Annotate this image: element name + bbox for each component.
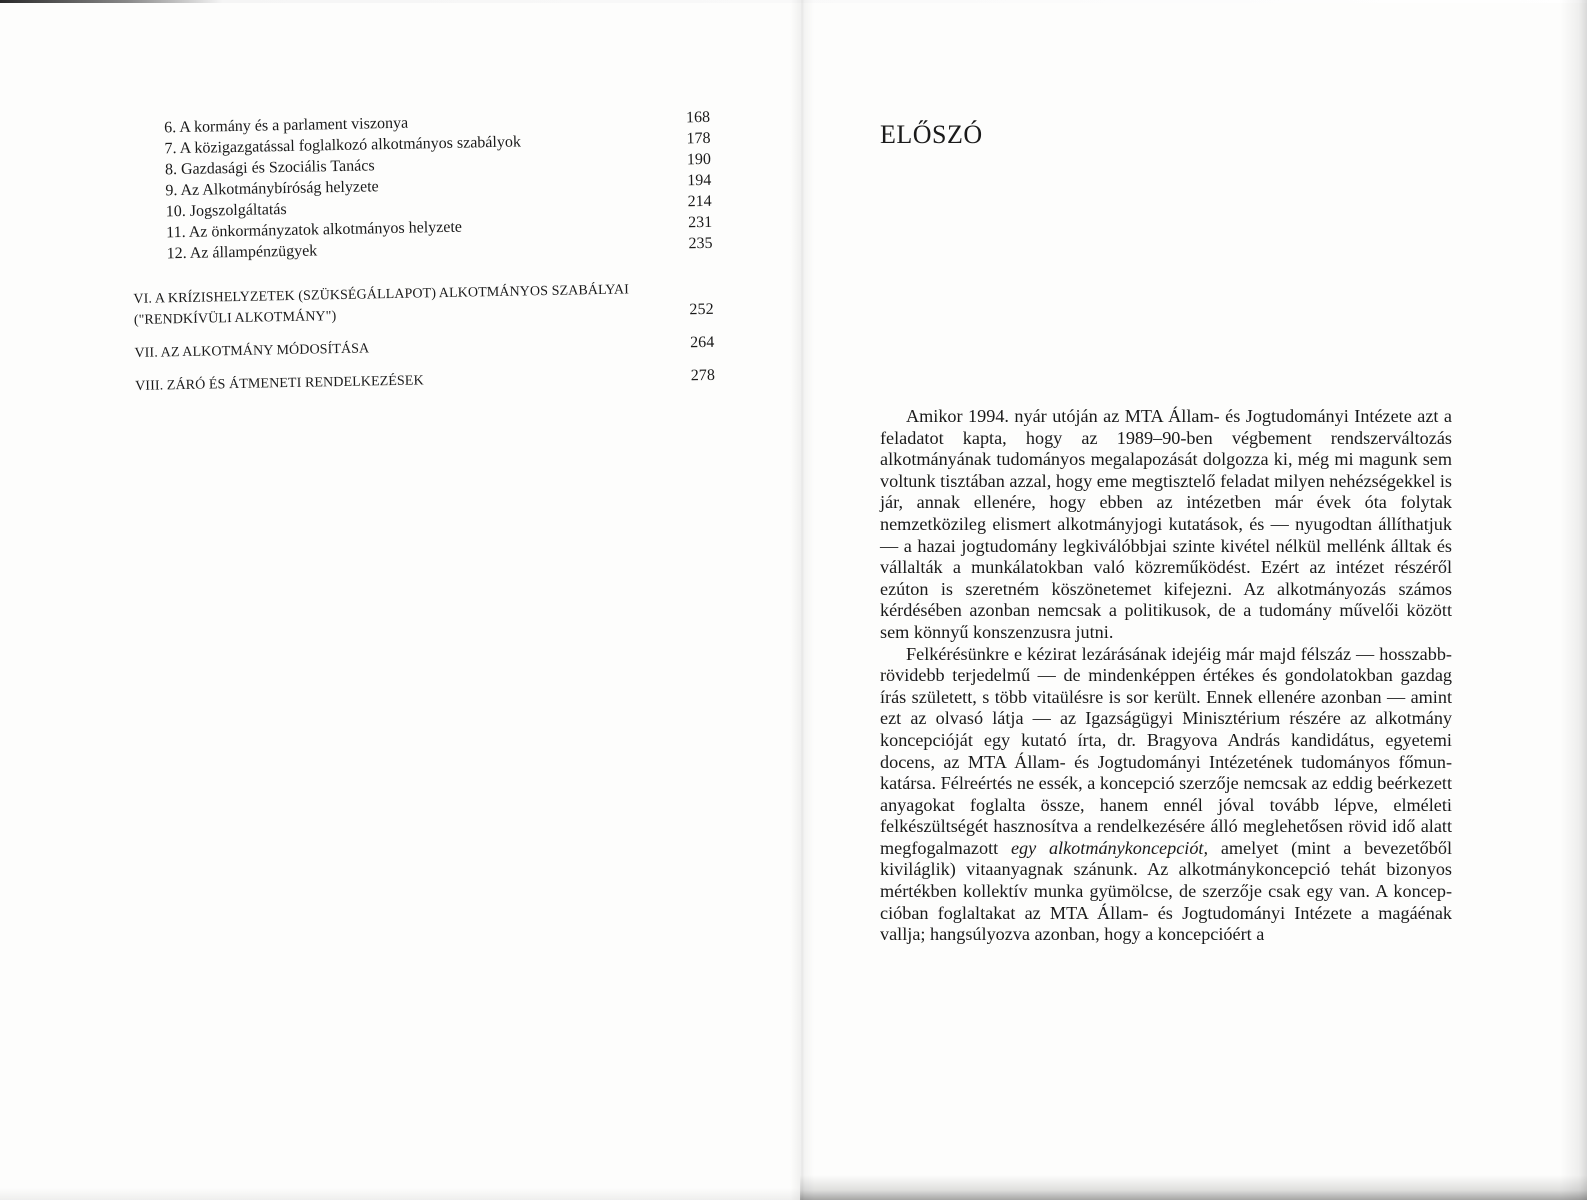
page-title: ELŐSZÓ xyxy=(880,120,983,149)
toc-chapter-label: VII. AZ ALKOTMÁNY MÓDOSÍTÁSA xyxy=(134,341,370,361)
toc-chapter xyxy=(135,365,715,397)
table-of-contents xyxy=(130,107,715,409)
toc-item-label: 7. A közigazgatással foglalkozó alkotmányos szabályok xyxy=(164,133,522,158)
paragraph: Amikor 1994. nyár utóján az MTA Állam- és Jogtudományi Intézete azt a feladatot kapta, hogy az 1989–90-ben végbement rendszerváltozás alkotmányának tudományos megalapozását dolgozza ki, még mi magunk sem voltunk tisztában azzal, hogy eme megtisztelő feladat milyen nehézségekkel is jár, annak ellenére, hogy ebben az intézetben már évek óta folytak nemzetközileg elismert alkotmányjogi kutatások, és — nyugodtan állíthatjuk — a hazai jogtudomány legkiválóbbjai szinte kivétel nélkül mellénk álltak és vállalták a munkálatokban való közreműködést. Ezért az intézet részéről ezúton is szeretném köszönetemet kifejezni. Az alkotmányozás számos kérdésében azonban nemcsak a politikusok, de a tudomány művelői között sem könnyű konszenzusra jutni. xyxy=(880,406,1452,642)
book-gutter xyxy=(790,0,814,1200)
page-right-edge xyxy=(1560,0,1587,1200)
paragraph xyxy=(880,644,1452,946)
toc-item-label: 8. Gazdasági és Szociális Tanács xyxy=(164,157,375,179)
foreword-body xyxy=(880,406,1452,946)
toc-chapter-page: 264 xyxy=(689,333,715,352)
paragraph-text: Felkérésünkre e kézirat lezárásának idejéig már majd félszáz — hosszabb-rövidebb terjedelmű — de mindenképpen értékes és gondolatokban gazdag írás született, s több vitaülésre is sor került. Ennek ellenére azonban — amint ezt az olvasó látja — az Igazságügyi Minisztérium részére az alkotmány koncepcióját egy kutató írta, dr. Bragyova András kandidátus, egyetemi docens, az MTA Állam- és Jogtudományi Intézetének tudományos főmunkatársa. Félreértés ne essék, a koncepció szerzője nemcsak az eddig beérkezett anyagokat foglalta össze, hanem ennél jóval tovább lépve, elméleti felkészültségét hasznosítva a rendelkezésére álló meglehetősen rövid idő alatt megfogalmazott xyxy=(880,643,1452,858)
page-bottom-shadow xyxy=(800,1175,1587,1200)
toc-item-label: 11. Az önkormányzatok alkotmányos helyzete xyxy=(166,218,463,242)
toc-chapter-label: VI. A KRÍZISHELYZETEK (SZÜKSÉGÁLLAPOT) ALKOTMÁNYOS SZABÁLYAI ("RENDKÍVÜLI ALKOTMÁNY") xyxy=(133,282,630,328)
toc-item-label: 10. Jogszolgáltatás xyxy=(165,201,287,221)
toc-item-page: 178 xyxy=(686,129,711,148)
toc-item-label: 9. Az Alkotmánybíróság helyzete xyxy=(165,178,379,200)
page-bottom-shadow xyxy=(0,1188,800,1200)
emphasized-text: egy alkotmánykoncepciót, xyxy=(1010,837,1209,858)
toc-item-page: 190 xyxy=(686,150,712,169)
toc-item-page: 231 xyxy=(687,213,713,232)
toc-item-label: 12. Az állampénzügyek xyxy=(166,242,318,263)
toc-item-page: 214 xyxy=(687,192,712,211)
toc-chapter-page: 278 xyxy=(690,366,716,385)
toc-chapter xyxy=(134,332,714,364)
toc-chapter-page: 252 xyxy=(689,300,714,319)
toc-item-label: 6. A kormány és a parlament viszonya xyxy=(164,114,409,137)
paragraph-text: amelyet (mint a bevezetőből kiviláglik) vitaanyagnak szánunk. Az alkotmánykoncepció tehát bizonyos mértékben kollektív munka gyümölcse, de szerzője csak egy van. A koncepcióban foglaltakat az MTA Állam- és Jogtudományi Intézete a magáénak vallja; hangsúlyozva azonban, hogy a koncepcióért a xyxy=(880,837,1453,945)
toc-item-page: 168 xyxy=(685,108,711,127)
toc-item-page: 194 xyxy=(687,171,712,190)
toc-item-page: 235 xyxy=(688,234,713,253)
foreword-page xyxy=(880,120,1453,945)
toc-chapter-label: VIII. ZÁRÓ ÉS ÁTMENETI RENDELKEZÉSEK xyxy=(135,373,424,394)
